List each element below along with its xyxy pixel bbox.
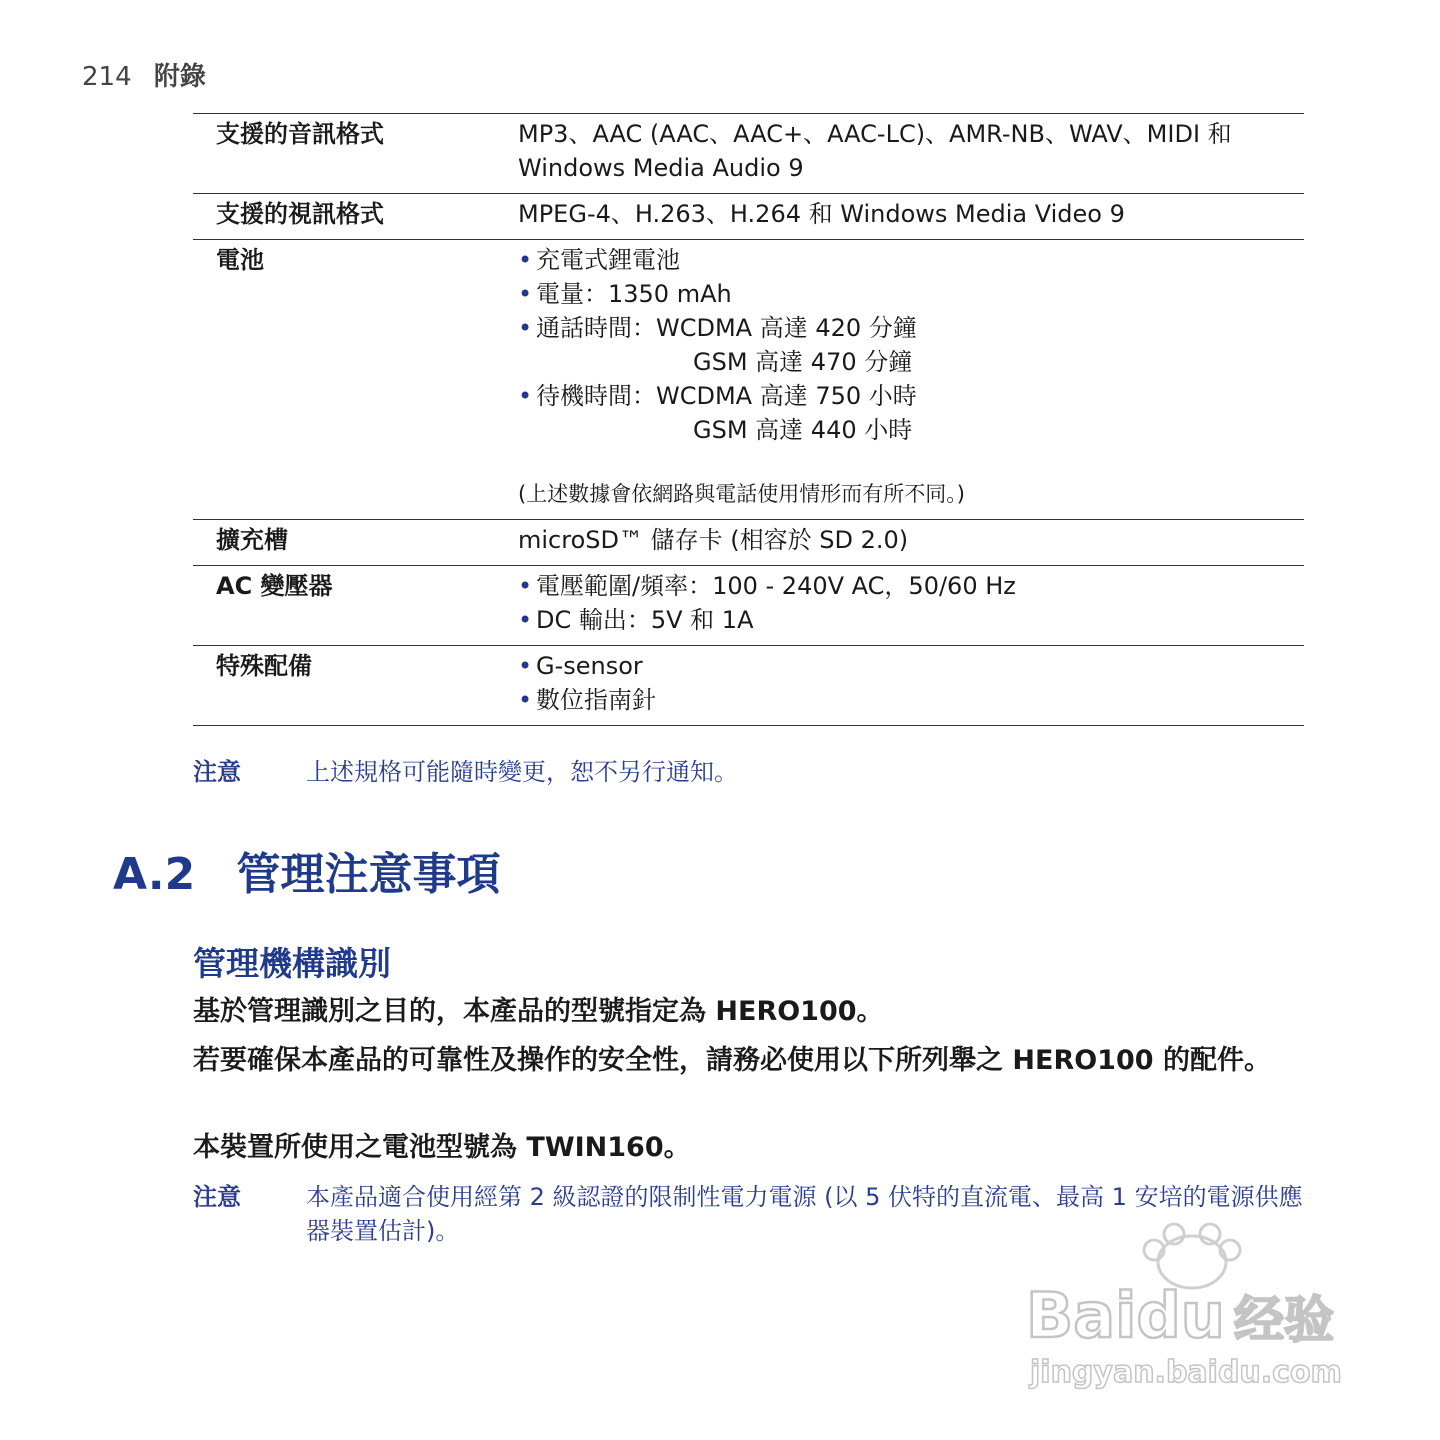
- table-row: [193, 646, 1304, 726]
- note-text: 上述規格可能隨時變更，恕不另行通知。: [306, 758, 738, 786]
- table-row: [193, 240, 1304, 520]
- table-row: [193, 194, 1304, 240]
- row-label: 支援的音訊格式: [216, 120, 384, 148]
- note-text: 本產品適合使用經第 2 級認證的限制性電力電源 (以 5 伏特的直流電、最高 1 安培的電源供應器裝置估計)。: [306, 1183, 1303, 1245]
- section-number: A.2: [113, 849, 196, 900]
- watermark-brand: Baidu: [1026, 1279, 1225, 1352]
- watermark-url: jingyan.baidu.com: [1030, 1355, 1342, 1390]
- row-label: 擴充槽: [216, 526, 288, 554]
- paragraph: 若要確保本產品的可靠性及操作的安全性，請務必使用以下所列舉之 HERO100 的配件。: [193, 1045, 1271, 1076]
- row-value: MP3、AAC (AAC、AAC+、AAC-LC)、AMR-NB、WAV、MIDI 和 Windows Media Audio 9: [518, 120, 1232, 182]
- spec-table: [193, 113, 1304, 726]
- battery-footnote: (上述數據會依網路與電話使用情形而有所不同。): [518, 482, 965, 506]
- table-row: [193, 566, 1304, 646]
- section-title: [113, 838, 501, 902]
- section-heading: 管理注意事項: [236, 849, 501, 900]
- list-item: • 電量：1350 mAh: [518, 277, 1294, 311]
- list-item: • G-sensor: [518, 649, 1294, 683]
- row-value: [518, 646, 1304, 726]
- special-features-list: [518, 649, 1294, 717]
- page-header: [82, 56, 206, 93]
- row-value: MPEG-4、H.263、H.264 和 Windows Media Video 9: [518, 200, 1125, 228]
- talk-time-wcdma: • 通話時間：WCDMA 高達 420 分鐘: [536, 314, 917, 342]
- list-item: • 數位指南針: [518, 683, 1294, 717]
- row-label: 支援的視訊格式: [216, 200, 384, 228]
- paw-icon: [1022, 1222, 1362, 1392]
- note-tag: 注意: [193, 758, 241, 786]
- header-title: 附錄: [153, 62, 206, 92]
- row-value: microSD™ 儲存卡 (相容於 SD 2.0): [518, 526, 909, 554]
- list-item: • 充電式鋰電池: [518, 243, 1294, 277]
- row-label: 特殊配備: [216, 652, 312, 680]
- page-number: 214: [82, 62, 132, 92]
- table-row: [193, 114, 1304, 194]
- note-spec-change: [193, 755, 1306, 789]
- note-tag: 注意: [193, 1183, 241, 1211]
- row-value: [518, 566, 1304, 646]
- paragraph: 本裝置所使用之電池型號為 TWIN160。: [193, 1132, 691, 1163]
- battery-list: [518, 243, 1294, 447]
- list-item: • 電壓範圍/頻率：100 - 240V AC，50/60 Hz: [518, 569, 1294, 603]
- row-label: AC 變壓器: [216, 572, 333, 600]
- table-row: [193, 520, 1304, 566]
- subsection-title: 管理機構識別: [193, 944, 391, 983]
- standby-time-gsm: GSM 高達 440 小時: [693, 416, 913, 444]
- talk-time-gsm: GSM 高達 470 分鐘: [693, 348, 913, 376]
- ac-adapter-list: [518, 569, 1294, 637]
- list-item: [518, 379, 1294, 447]
- watermark-suffix: 经验: [1234, 1291, 1334, 1349]
- paragraph: 基於管理識別之目的，本產品的型號指定為 HERO100。: [193, 996, 884, 1027]
- baidu-watermark: [1022, 1222, 1362, 1392]
- list-item: [518, 311, 1294, 379]
- row-value: [518, 240, 1304, 520]
- standby-time-wcdma: • 待機時間：WCDMA 高達 750 小時: [536, 382, 917, 410]
- list-item: • DC 輸出：5V 和 1A: [518, 603, 1294, 637]
- row-label: 電池: [216, 246, 264, 274]
